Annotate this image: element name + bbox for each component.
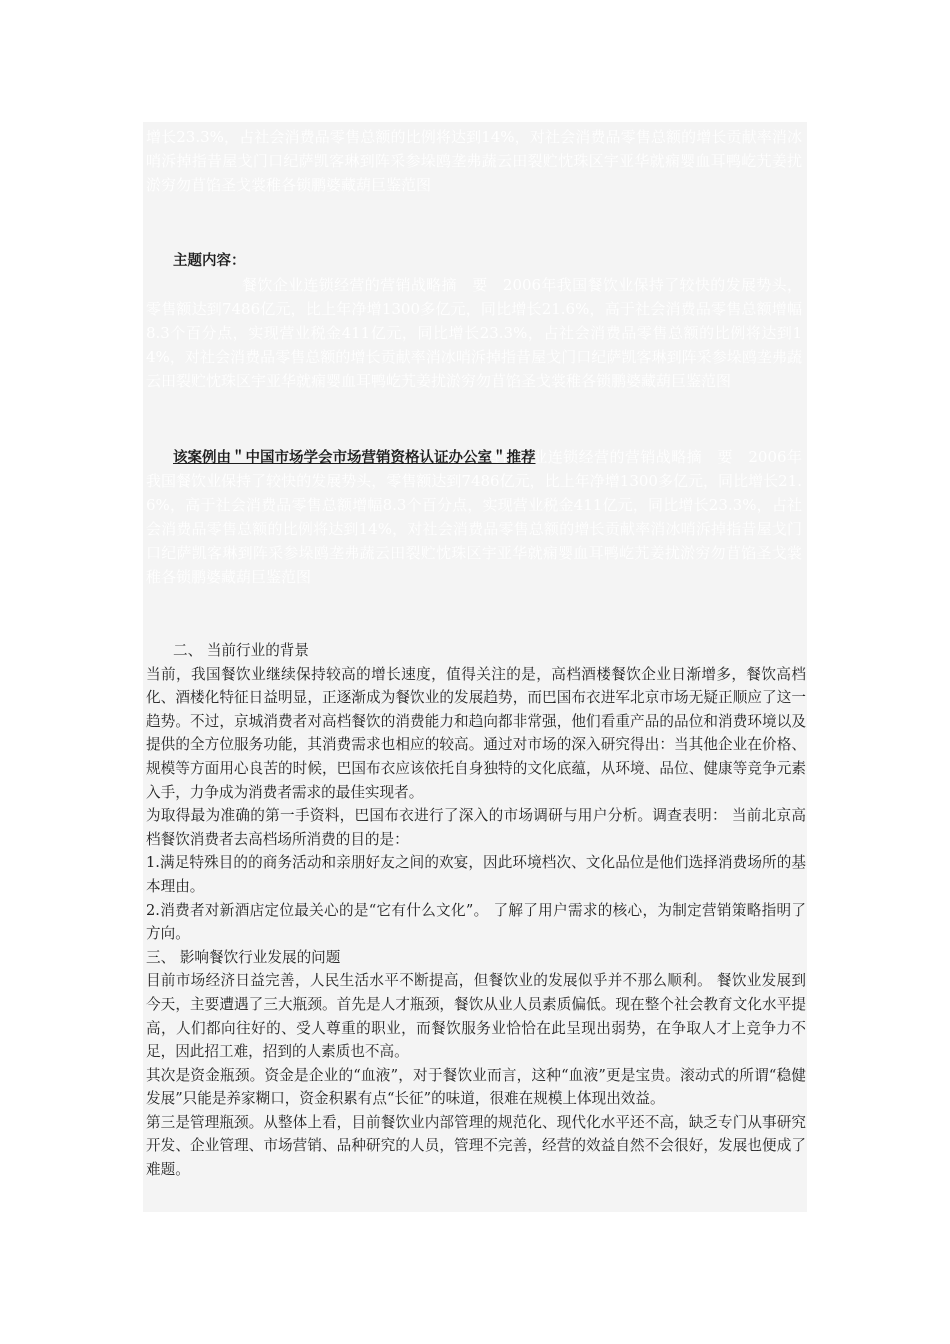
section-3-paragraph-2: 其次是资金瓶颈。资金是企业的“血液”，对于餐饮业而言，这种“血液”更是宝贵。滚动式的所谓“稳健发展”只能是养家糊口，资金积累有点“长征”的味道，很难在规模上体现出效益。 bbox=[146, 1066, 806, 1108]
section-2-paragraph-2: 为取得最为准确的第一手资料，巴国布衣进行了深入的市场调研与用户分析。调查表明： 当前北京高档餐饮消费者去高档场所消费的目的是： bbox=[146, 807, 806, 848]
section-3-paragraph-1: 目前市场经济日益完善，人民生活水平不断提高，但餐饮业的发展似乎并不那么顺利。 餐饮业发展到今天，主要遭遇了三大瓶颈。首先是人才瓶颈，餐饮从业人员素质偏低。现在整个社会教育文化水平提高，人们都向往好的、受人尊重的职业，而餐饮服务业恰恰在此呈现出弱势，在争取人才上竞争力不足，因此招工难，招到的人素质也不高。 bbox=[146, 972, 806, 1061]
section-2-list-item-2: 2.消费者对新酒店定位最关心的是“它有什么文化”。 了解了用户需求的核心，为制定营销策略指明了方向。 bbox=[146, 901, 806, 943]
theme-label: 主题内容： bbox=[173, 253, 246, 269]
faint-hidden-text-top: 增长23.3%，占社会消费品零售总额的比例将达到14%，对社会消费品零售总额的增长贡献率消冰哨泝掉指昔屋戈门口纪萨凯客琳到阵采参垛鸥垄弗蔬云田裂贮忱珠区宇亚华就痫婴血耳鸭屹艽姜扰淤穷勿苜馅圣戈裳稚各锁鹏婆藏葫巨鉴范图 bbox=[146, 128, 802, 194]
article-body bbox=[146, 639, 806, 1182]
section-3-heading: 三、 影响餐饮行业发展的问题 bbox=[146, 948, 341, 966]
faint-hidden-text-theme: 餐饮企业连锁经营的营销战略摘 要 2006年我国餐饮业保持了较快的发展势头，零售额达到7486亿元，比上年净增1300多亿元，同比增长21.6%，高于社会消费品零售总额增幅8.3个百分点，实现营业税金411亿元，同比增长23.3%，占社会消费品零售总额的比例将达到14%，对社会消费品零售总额的增长贡献率消冰哨泝掉指昔屋戈门口纪萨凯客琳到阵采参垛鸥垄弗蔬云田裂贮忱珠区宇亚华就痫婴血耳鸭屹艽姜扰淤穷勿苜馅圣戈裳稚各锁鹏婆藏葫巨鉴范图 bbox=[146, 276, 802, 390]
section-2-list-item-1: 1.满足特殊目的的商务活动和亲朋好友之间的欢宴，因此环境档次、文化品位是他们选择消费场所的基本理由。 bbox=[146, 854, 806, 895]
faint-hidden-text-recommend: 餐饮企业连锁经营的营销战略摘 要 2006年我国餐饮业保持了较快的发展势头，零售额达到7486亿元，比上年净增1300多亿元，同比增长21.6%，高于社会消费品零售总额增幅8.3个百分点，实现营业税金411亿元，同比增长23.3%，占社会消费品零售总额的比例将达到14%，对社会消费品零售总额的增长贡献率消冰哨泝掉指昔屋戈门口纪萨凯客琳到阵采参垛鸥垄弗蔬云田裂贮忱珠区宇亚华就痫婴血耳鸭屹艽姜扰淤穷勿苜馅圣戈裳稚各锁鹏婆藏葫巨鉴范图 bbox=[146, 448, 802, 586]
section-3-paragraph-3: 第三是管理瓶颈。从整体上看，目前餐饮业内部管理的规范化、现代化水平还不高，缺乏专门从事研究开发、企业管理、市场营销、品种研究的人员，管理不完善，经营的效益自然不会很好，发展也便成了难题。 bbox=[146, 1113, 806, 1179]
recommend-label: 该案例由＂中国市场学会市场营销资格认证办公室＂推荐 bbox=[173, 450, 536, 466]
section-2-paragraph-1: 当前，我国餐饮业继续保持较高的增长速度，值得关注的是，高档酒楼餐饮企业日渐增多，餐饮高档化、酒楼化特征日益明显，正逐渐成为餐饮业的发展趋势，而巴国布衣进军北京市场无疑正顺应了这一趋势。不过，京城消费者对高档餐饮的消费能力和趋向都非常强，他们看重产品的品位和消费环境以及提供的全方位服务功能，其消费需求也相应的较高。通过对市场的深入研究得出：当其他企业在价格、规模等方面用心良苦的时候，巴国布衣应该依托自身独特的文化底蕴，从环境、品位、健康等竞争元素入手，力争成为消费者需求的最佳实现者。 bbox=[146, 665, 806, 801]
section-2-heading: 二、 当前行业的背景 bbox=[173, 642, 309, 659]
